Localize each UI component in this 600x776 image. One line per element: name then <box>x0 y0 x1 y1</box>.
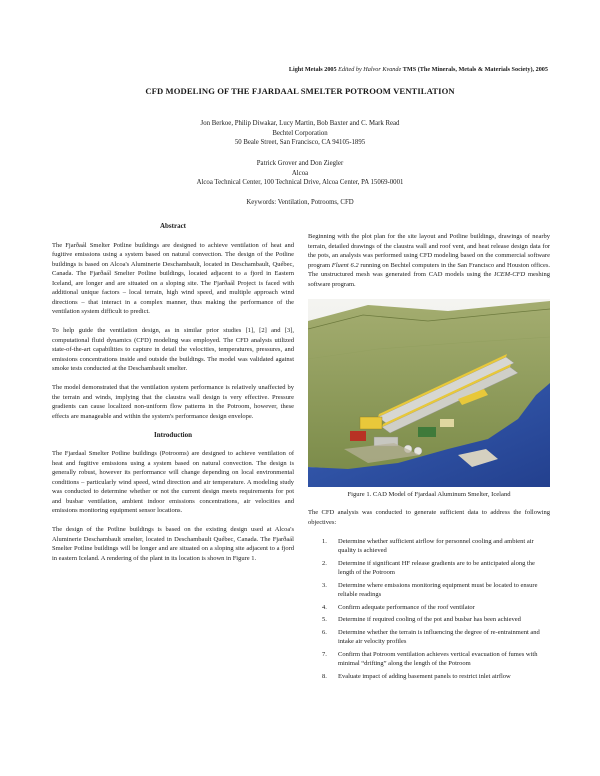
author-list-2: Patrick Grover and Don Ziegler <box>256 160 344 167</box>
journal-name: Light Metals 2005 <box>288 66 337 73</box>
publisher-credit: TMS (The Minerals, Metals & Materials Society), 2005 <box>402 66 548 73</box>
methods-text-c: meshing software program. <box>308 271 550 288</box>
author-list-1: Jon Berkoe, Philip Diwakar, Lucy Martin, Bob Baxter and C. Mark Read <box>200 120 400 127</box>
objectives-list <box>308 537 550 682</box>
abstract-heading: Abstract <box>159 222 187 230</box>
organization-1: Bechtel Corporation <box>272 129 328 137</box>
organization-2: Alcoa <box>291 169 309 177</box>
address-2: Alcoa Technical Center, 100 Technical Drive, Alcoa Center, PA 15069-0001 <box>196 179 404 187</box>
affiliation-alcoa <box>0 159 600 188</box>
right-column <box>308 232 550 684</box>
list-item: 8. Evaluate impact of adding basement panels to restrict inlet airflow <box>322 672 511 680</box>
methods-text-a: Beginning with the plot plan for the site layout and Potline buildings, drawings of nearby terrain, detailed drawings of the claustra wall and roof vent, and heat release design data for the pots, an analysis was performed using CFD modeling based on the commercial software program <box>308 233 550 269</box>
smelter-rendering <box>308 299 550 487</box>
keywords: Keywords: Ventilation, Potrooms, CFD <box>246 199 354 206</box>
figure-1-caption: Figure 1. CAD Model of Fjardaal Aluminum Smelter, Iceland <box>347 490 511 498</box>
substation <box>418 427 436 437</box>
methods-paragraph <box>308 232 550 289</box>
list-item: 1. Determine whether sufficient airflow for personnel cooling and ambient air quality is achieved <box>322 537 534 554</box>
methods-text-b: running on Bechtel computers in the San Francisco and Houston offices. The unstructured mesh was generated from CAD models using the <box>308 261 550 278</box>
icem-software: ICEM-CFD <box>494 271 526 278</box>
list-item: 6. Determine whether the terrain is influencing the degree of re-entrainment and intake air velocity profiles <box>322 628 540 645</box>
introduction-heading: Introduction <box>154 430 192 439</box>
carbon-plant <box>360 417 382 429</box>
abstract-paragraph-1: The Fjarðaál Smelter Potline buildings are designed to achieve ventilation of heat and fugitive emissions using a system based on natural convection. The design of the Potline buildings is based on Alcoa's Aluminerie Deschambault, located in Deschambault, Québec, Canada. The Fjarðaál Smelter Potline buildings, located adjacent to a fjord in Eastern Iceland, are longer and are situated on a sloping site. The Fjarðaál Project is faced with additional unique factors – local terrain, high wind speed, and multiple approach wind directions – that interact in a complex manner, thus making the performance of the ventilation system difficult to predict. <box>52 241 294 315</box>
introduction-paragraph-1: The Fjardaal Smelter Potline buildings (Potrooms) are designed to achieve ventilation of heat and fugitive emissions using a system based on natural convection. The design is generally robust, however its performance will change depending on local environmental conditions – particularly wind speed, wind direction and air temperature. A modeling study was conducted to determine whether or not the current design meets requirements for pot and busbar ventilation, ambient indoor emissions concentrations, air velocities and emissions monitoring equipment sensor locations. <box>52 450 294 514</box>
storage-building <box>440 419 454 427</box>
editor-credit: Edited by Halvor Kvande <box>338 66 402 73</box>
list-item: 4. Confirm adequate performance of the roof ventilator <box>322 603 475 611</box>
introduction-paragraph-2: The design of the Potline buildings is based on the existing design used at Alcoa's Aluminerie Deschambault smelter, located in Deschambault Québec, Canada. The Fjarðaál Smelter Potline buildings will be longer and are situated on a sloping site adjacent to a fjord in eastern Iceland. A rendering of the plant in its location is shown in Figure 1. <box>52 526 294 562</box>
running-header <box>289 66 548 73</box>
list-item: 7. Confirm that Potroom ventilation achieves vertical evacuation of fumes with minimal “drifting” along the length of the Potroom <box>322 650 538 667</box>
list-item: 5. Determine if required cooling of the pot and busbar has been achieved <box>322 616 521 623</box>
objectives-intro: The CFD analysis was conducted to generate sufficient data to address the following objectives: <box>308 509 550 526</box>
left-column <box>52 222 294 573</box>
affiliation-bechtel <box>0 119 600 148</box>
address-1: 50 Beale Street, San Francisco, CA 94105-1895 <box>234 139 366 147</box>
fluent-software: Fluent 6.2 <box>331 261 359 269</box>
list-item: 2. Determine if significant HF release gradients are to be anticipated along the length of the Potroom <box>322 559 535 576</box>
list-item: 3. Determine where emissions monitoring equipment must be located to ensure reliable readings <box>322 581 538 598</box>
abstract-paragraph-2: To help guide the ventilation design, as in similar prior studies [1], [2] and [3], computational fluid dynamics (CFD) modeling was employed. The CFD analysis utilized state-of-the-art capabilities to capture in detail the velocities, temperatures, pressures, and emissions concentrations inside and outside the buildings. The model was validated against smoke tests conducted at the Deschambault smelter. <box>52 327 294 372</box>
casthouse <box>350 431 366 441</box>
paper-title: CFD MODELING OF THE FJARDAAL SMELTER POTROOM VENTILATION <box>145 86 455 96</box>
abstract-paragraph-3: The model demonstrated that the ventilation system performance is relatively unaffected by the terrain and winds, implying that the claustra wall design is very effective. Pressure gradients can cause localized non-uniform flow patterns in the Potroom, however, these effects are manageable and within the system's performance design envelope. <box>52 384 294 420</box>
figure-1-cad-model <box>308 299 550 487</box>
